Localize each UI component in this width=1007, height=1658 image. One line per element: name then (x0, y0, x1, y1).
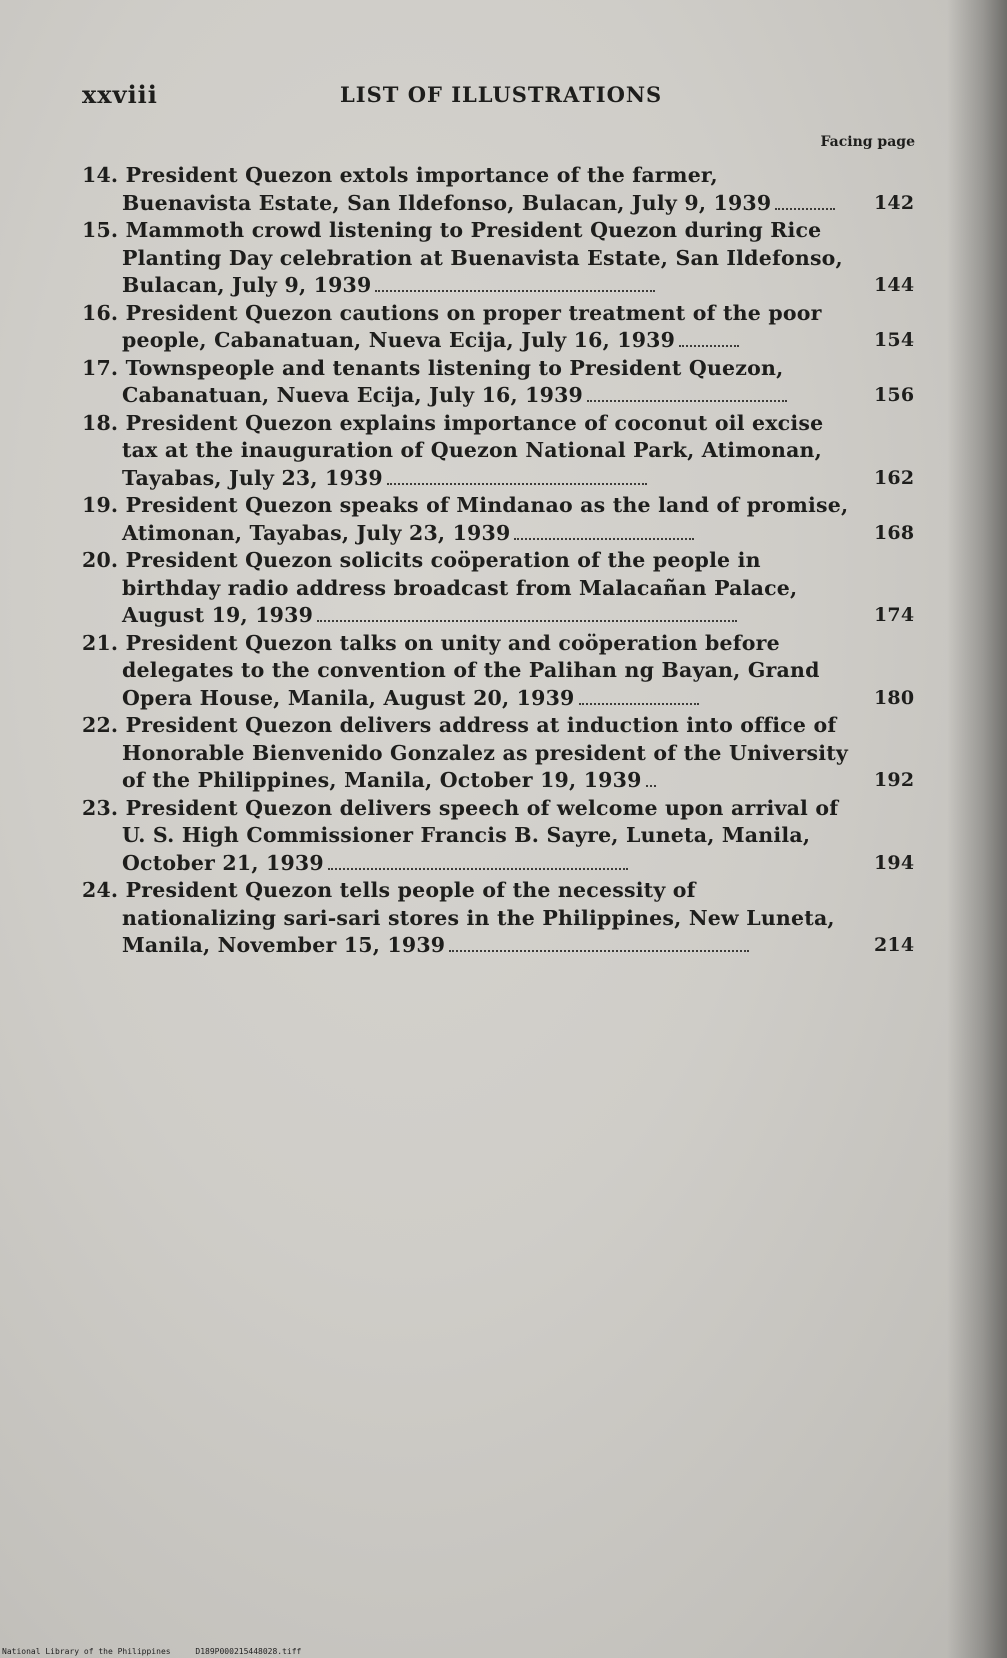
footer-library: National Library of the Philippines (2, 1647, 171, 1656)
entry-caption: 22. President Quezon delivers address at induction into office of Honorable Bienvenido Gonzalez as president of the University of the Philippines, Manila, October 19, 1939 (82, 713, 849, 792)
entry-caption: 16. President Quezon cautions on proper treatment of the poor people, Cabanatuan, Nueva Ecija, July 16, 1939 (82, 300, 822, 352)
entry-caption: 24. President Quezon tells people of the necessity of nationalizing sari-sari stores in the Philippines, New Luneta, Manila, November 15, 1939 (82, 878, 835, 957)
entry-page-number: 194 (874, 851, 915, 874)
entry-caption: 17. Townspeople and tenants listening to President Quezon, Cabanatuan, Nueva Ecija, July 16, 1939 (82, 355, 784, 407)
list-item (82, 300, 914, 355)
entry-caption: 15. Mammoth crowd listening to President Quezon during Rice Planting Day celebration at Buenavista Estate, San Ildefonso, Bulacan, July 9, 1939 (82, 218, 843, 297)
list-item (82, 547, 914, 630)
page-title: LIST OF ILLUSTRATIONS (340, 82, 663, 107)
list-item (82, 712, 914, 795)
dot-leader (679, 345, 739, 347)
footer-file: D189P000215448028.tiff (195, 1647, 302, 1656)
entry-caption: 21. President Quezon talks on unity and coöperation before delegates to the convention of the Palihan ng Bayan, Grand Opera House, Manila, August 20, 1939 (82, 630, 820, 710)
dot-leader (587, 400, 787, 402)
entry-page-number: 168 (874, 521, 915, 544)
dot-leader (775, 208, 835, 210)
page-folio: xxviii (82, 80, 158, 109)
illustration-list (82, 162, 914, 960)
dot-leader (328, 868, 628, 870)
entry-caption: 14. President Quezon extols importance of the farmer, Buenavista Estate, San Ildefonso, Bulacan, July 9, 1939 (82, 163, 772, 215)
entry-page-number: 156 (874, 384, 915, 406)
entry-caption: 19. President Quezon speaks of Mindanao as the land of promise, Atimonan, Tayabas, July 23, 1939 (82, 493, 849, 545)
entry-caption: 18. President Quezon explains importance of coconut oil excise tax at the inauguration of Quezon National Park, Atimonan, Tayabas, July 23, 1939 (82, 410, 824, 490)
entry-caption: 20. President Quezon solicits coöperation of the people in birthday radio address broadcast from Malacañan Palace, August 19, 1939 (82, 548, 798, 627)
entry-page-number: 144 (874, 274, 915, 296)
dot-leader (449, 950, 749, 952)
entry-page-number: 174 (874, 604, 915, 626)
dot-leader (375, 290, 655, 292)
entry-page-number: 214 (874, 934, 915, 956)
entry-page-number: 192 (874, 769, 915, 791)
list-item (82, 217, 914, 300)
entry-page-number: 162 (874, 466, 915, 489)
dot-leader (514, 538, 694, 540)
entry-page-number: 142 (874, 191, 915, 214)
list-item (82, 492, 914, 547)
entry-caption: 23. President Quezon delivers speech of welcome upon arrival of U. S. High Commissioner Francis B. Sayre, Luneta, Manila, October 21, 1939 (82, 795, 839, 875)
dot-leader (646, 785, 656, 787)
spine-shadow (947, 0, 1007, 1658)
list-item (82, 355, 914, 410)
list-item (82, 410, 914, 493)
dot-leader (317, 620, 737, 622)
entry-page-number: 154 (874, 329, 915, 351)
dot-leader (579, 703, 699, 705)
facing-page-label: Facing page (820, 134, 915, 150)
list-item (82, 162, 914, 217)
running-head (82, 80, 922, 110)
dot-leader (387, 483, 647, 485)
list-item (82, 795, 914, 878)
entry-page-number: 180 (874, 686, 915, 709)
list-item (82, 630, 914, 713)
scan-footer (2, 1647, 321, 1656)
list-item (82, 877, 914, 960)
